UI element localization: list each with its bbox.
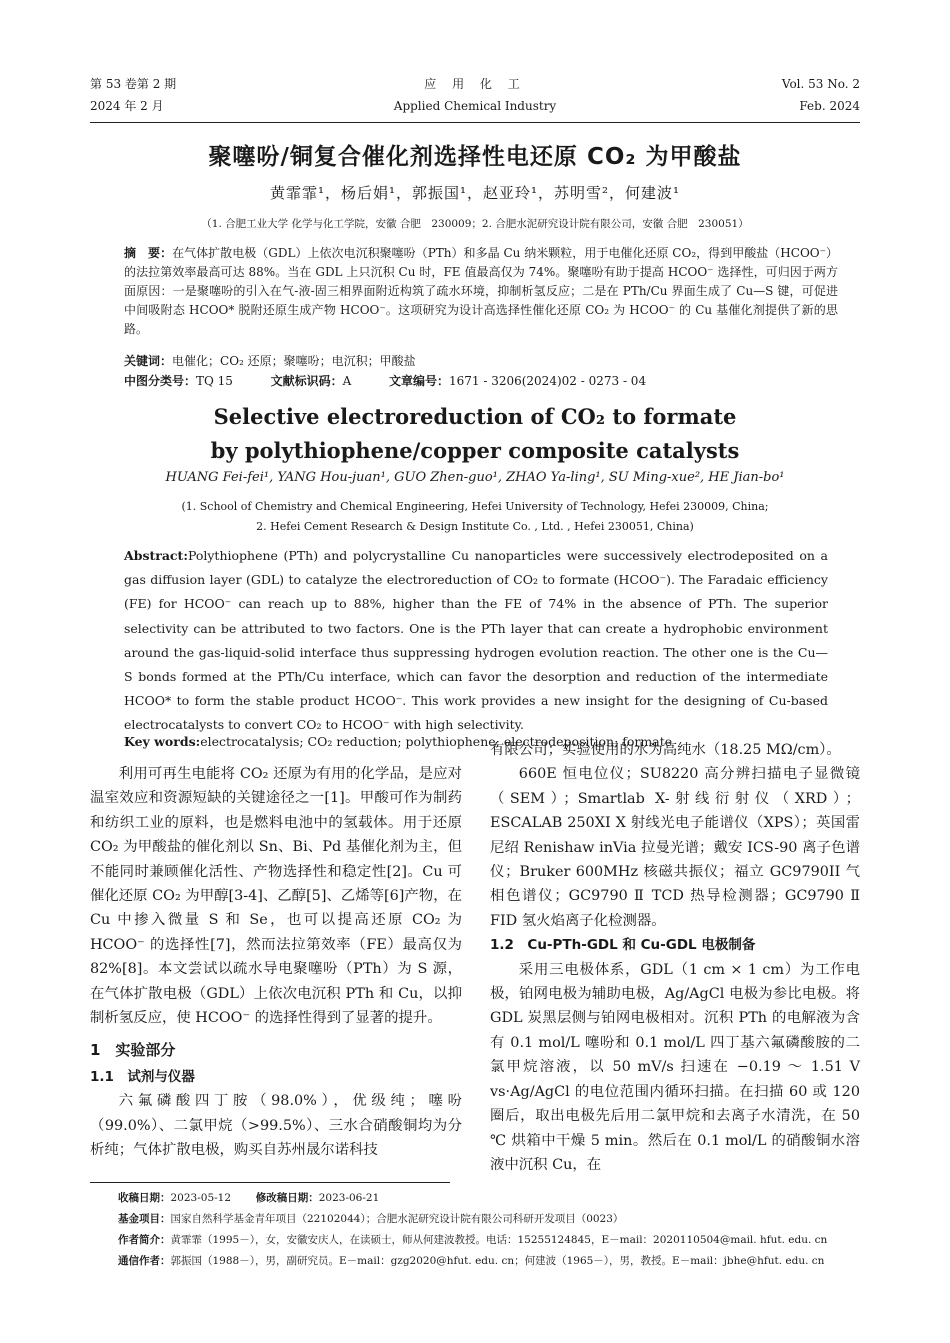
affiliation-cn: （1. 合肥工业大学 化学与化工学院，安徽 合肥 230009；2. 合肥水泥研究设计院有限公司，安徽 合肥 230051） <box>201 218 749 230</box>
received-label: 收稿日期： <box>118 1192 171 1204</box>
journal-date: 2024 年 2 月 <box>90 99 164 113</box>
articleno-value: 1671 - 3206(2024)02 - 0273 - 04 <box>448 374 647 388</box>
fund-label: 基金项目： <box>118 1213 171 1225</box>
authors-cn: 黄霏霏¹，杨后娟¹，郭振国¹，赵亚玲¹，苏明雪²，何建波¹ <box>269 184 681 202</box>
keywords-en-label: Key words: <box>124 734 201 749</box>
title-en-line1: Selective electroreduction of CO₂ to formate <box>213 404 737 429</box>
journal-name-en: Applied Chemical Industry <box>393 99 557 113</box>
received-date: 2023-05-12 <box>170 1192 232 1204</box>
articleno-label: 文章编号： <box>388 374 449 388</box>
keywords-en-text: electrocatalysis; CO₂ reduction; polythiophene; electrodeposition; formate <box>200 734 673 749</box>
doccode-label: 文献标识码： <box>270 374 343 388</box>
revised-label: 修改稿日期： <box>255 1192 319 1204</box>
revised-date: 2023-06-21 <box>318 1192 380 1204</box>
footnote-fund <box>118 1211 878 1227</box>
corresponding-text: 郭振国（1988－），男，副研究员。E－mail：gzg2020@hfut. edu. cn；何建波（1965－），男，教授。E－mail：jbhe@hfut. edu. cn <box>170 1255 825 1267</box>
abstract-cn-label: 摘 要： <box>124 246 173 260</box>
clc-label: 中图分类号： <box>124 374 197 388</box>
abstract-en <box>124 544 828 738</box>
title-en <box>60 400 890 468</box>
abstract-cn-text: 在气体扩散电极（GDL）上依次电沉积聚噻吩（PTh）和多晶 Cu 纳米颗粒，用于电催化还原 CO₂，得到甲酸盐（HCOO⁻）的法拉第效率最高可达 88%。当在 GDL 上只沉积 Cu 时，FE 值最高仅为 74%。聚噻吩有助于提高 HCOO⁻ 选择性，可归因于两方面原因：一是聚噻吩的引入在气-液-固三相界面附近构筑了疏水环境，抑制析氢反应；二是在 PTh/Cu 界面生成了 Cu—S 键，可促进中间吸附态 HCOO* 脱附还原生成产物 HCOO⁻。这项研究为设计高选择性催化还原 CO₂ 为 HCOO⁻ 的 Cu 基催化剂提供了新的思路。 <box>124 246 838 336</box>
affiliation-en <box>60 497 890 537</box>
footnote-author <box>118 1232 878 1248</box>
footnote-dates <box>118 1190 878 1206</box>
title-cn: 聚噻吩/铜复合催化剂选择性电还原 CO₂ 为甲酸盐 <box>208 144 742 170</box>
keywords-cn <box>124 352 838 371</box>
author-text: 黄霏霏（1995－），女，安徽安庆人，在读硕士，师从何建波教授。电话：15255124845，E－mail：2020110504@mail. hfut. edu. cn <box>170 1234 828 1246</box>
title-en-line2: by polythiophene/copper composite catalysts <box>210 438 740 463</box>
fund-text: 国家自然科学基金青年项目（22102044）；合肥水泥研究设计院有限公司科研开发项目（0023） <box>170 1213 624 1225</box>
corresponding-label: 通信作者： <box>118 1255 171 1267</box>
affiliation-en-line2: 2. Hefei Cement Research & Design Institute Co. , Ltd. , Hefei 230051, China) <box>256 520 694 533</box>
keywords-cn-text: 电催化；CO₂ 还原；聚噻吩；电沉积；甲酸盐 <box>172 354 416 368</box>
body-left-column <box>90 762 462 1163</box>
abstract-cn <box>124 244 838 339</box>
keywords-cn-label: 关键词： <box>124 354 173 368</box>
section-1-1-paragraph: 六氟磷酸四丁胺（98.0%），优级纯；噻吩（99.0%）、二氯甲烷（>99.5%）、三水合硝酸铜均为分析纯；气体扩散电极，购买自苏州晟尔诺科技 <box>90 1093 462 1159</box>
doccode-value: A <box>342 374 352 388</box>
classification-line <box>124 372 838 391</box>
section-1-1-heading: 1.1 试剂与仪器 <box>90 1068 195 1085</box>
footnote-corresponding <box>118 1253 878 1269</box>
instruments-paragraph: 660E 恒电位仪；SU8220 高分辨扫描电子显微镜（SEM）；Smartlab X-射线衍射仪（XRD）；ESCALAB 250XI X 射线光电子能谱仪（XPS）；英国雷尼绍 Renishaw inVia 拉曼光谱；戴安 ICS-90 离子色谱仪；Bruker 600MHz 核磁共振仪；福立 GC9790II 气相色谱仪；GC9790 Ⅱ TCD 热导检测器；GC9790 Ⅱ FID 氢火焰离子化检测器。 <box>490 766 860 929</box>
affiliation-en-line1: (1. School of Chemistry and Chemical Engineering, Hefei University of Technology, Hefei 230009, China; <box>181 500 769 513</box>
body-right-column <box>490 738 860 1177</box>
section-1-2-heading: 1.2 Cu-PTh-GDL 和 Cu-GDL 电极制备 <box>490 937 756 954</box>
reagents-continued: 有限公司；实验使用的水为高纯水（18.25 MΩ/cm）。 <box>490 742 841 758</box>
journal-vol-en: Vol. 53 No. 2 <box>781 77 860 91</box>
journal-date-en: Feb. 2024 <box>799 99 860 113</box>
clc-value: TQ 15 <box>196 374 233 388</box>
intro-paragraph: 利用可再生电能将 CO₂ 还原为有用的化学品，是应对温室效应和资源短缺的关键途径之一[1]。甲酸可作为制药和纺织工业的原料，也是燃料电池中的氢载体。用于还原 CO₂ 为甲酸盐的催化剂以 Sn、Bi、Pd 基催化剂为主，但不能同时兼顾催化活性、产物选择性和稳定性[2]。Cu 可催化还原 CO₂ 为甲醇[3-4]、乙醇[5]、乙烯等[6]产物，在 Cu 中掺入微量 S 和 Se，也可以提高还原 CO₂ 为 HCOO⁻ 的选择性[7]，然而法拉第效率（FE）最高仅为 82%[8]。本文尝试以疏水导电聚噻吩（PTh）为 S 源，在气体扩散电极（GDL）上依次电沉积 PTh 和 Cu，以抑制析氢反应，使 HCOO⁻ 的选择性得到了显著的提升。 <box>90 766 462 1027</box>
journal-name-cn: 应 用 化 工 <box>424 77 526 91</box>
journal-volume: 第 53 卷第 2 期 <box>90 77 177 91</box>
section-1-heading: 1 实验部分 <box>90 1041 176 1060</box>
abstract-en-text: Polythiophene (PTh) and polycrystalline Cu nanoparticles were successively electrodeposited on a gas diffusion layer (GDL) to catalyze the electroreduction of CO₂ to formate (HCOO⁻). The Faradaic efficiency (FE) for HCOO⁻ can reach up to 88%, higher than the FE of 74% in the absence of PTh. The superior selectivity can be attributed to two factors. One is the PTh layer that can create a hydrophobic environment around the gas-liquid-solid interface thus suppressing hydrogen evolution reaction. The other one is the Cu—S bonds formed at the PTh/Cu interface, which can favor the desorption and reduction of the intermediate HCOO* to form the stable product HCOO⁻. This work provides a new insight for the designing of Cu-based electrocatalysts to convert CO₂ to HCOO⁻ with high selectivity. <box>124 548 828 733</box>
footnote-rule <box>90 1182 450 1183</box>
author-label: 作者简介： <box>118 1234 171 1246</box>
header-rule <box>90 122 860 123</box>
section-1-2-paragraph: 采用三电极体系，GDL（1 cm × 1 cm）为工作电极，铂网电极为辅助电极，Ag/AgCl 电极为参比电极。将 GDL 炭黑层侧与铂网电极相对。沉积 PTh 的电解液为含有 0.1 mol/L 噻吩和 0.1 mol/L 四丁基六氟磷酸胺的二氯甲烷溶液，以 50 mV/s 扫速在 −0.19 ～ 1.51 V vs·Ag/AgCl 的电位范围内循环扫描。在扫描 60 或 120 圈后，取出电极先后用二氯甲烷和去离子水清洗，在 50 ℃ 烘箱中干燥 5 min。然后在 0.1 mol/L 的硝酸铜水溶液中沉积 Cu，在 <box>490 961 860 1173</box>
abstract-en-label: Abstract: <box>124 548 188 563</box>
authors-en: HUANG Fei-fei¹, YANG Hou-juan¹, GUO Zhen-guo¹, ZHAO Ya-ling¹, SU Ming-xue², HE Jian-bo¹ <box>165 470 785 485</box>
